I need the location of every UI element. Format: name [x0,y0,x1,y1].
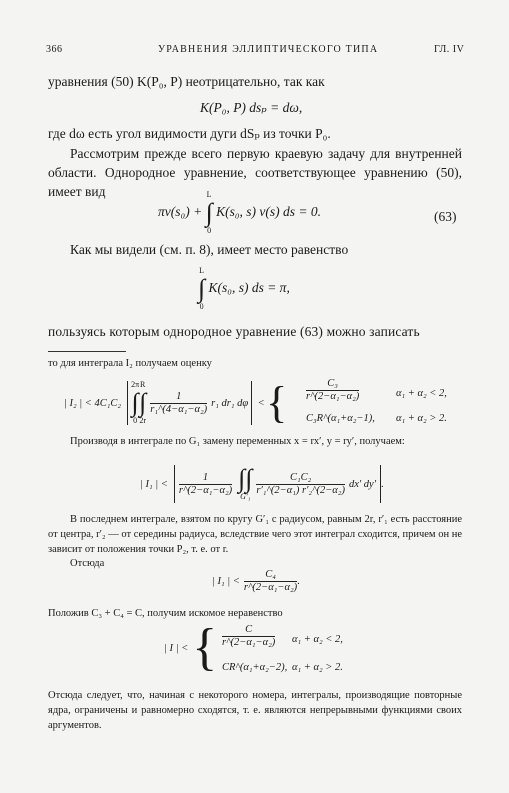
footnote-conclusion: Отсюда следует, что, начиная с некоторого номера, интегралы, производящие повторные ядра, ограничены и равномерно сходятся, т. е. являются непрерывными функциями своих аргументов. [48,690,462,731]
equation-integral-pi [198,266,290,312]
estimate-i [164,619,218,676]
denominator: r′₁^(2−α₁) r′₂^(2−α₂) [256,484,345,496]
equation-number-63: (63) [434,209,457,224]
numerator: 1 [150,391,207,404]
estimate-i2 [64,380,287,426]
main-line-2: где dω есть угол видимости дуги dSₚ из точки P₀. [48,126,331,141]
integral-sign: ∫ [205,198,213,227]
estimate-i1 [140,464,384,504]
less-than-sign: < [258,397,265,409]
denominator: r^(2−α₁−α₂) [243,581,298,593]
left-brace: { [192,619,218,676]
estimate-i1-final [212,566,300,596]
integrand-tail: dx′ dy′ [348,478,376,490]
integral-limits-phi [131,380,139,426]
main-line-1: уравнения (50) K(P₀, P) неотрицательно, так как [48,74,325,89]
fraction [256,472,345,497]
page-number: 366 [46,44,63,55]
integral-upper-limit: L [199,266,204,275]
integral-limits [198,266,205,312]
integral-upper-limit: 2π [131,380,140,389]
abs-bar-left [174,465,175,503]
integration-domain: G′₁ [240,492,251,501]
running-title: УРАВНЕНИЯ ЭЛЛИПТИЧЕСКОГО ТИПА [158,44,379,55]
numerator: C₁C₂ [256,472,345,485]
equation-63 [158,190,321,236]
estimate-i2-left: | I₂ | < 4C₁C₂ [64,397,122,409]
integral-lower-limit: 0 [199,302,204,311]
estimate-i-case-2: CR^(α₁+α₂−2), [222,662,288,673]
integral-upper-limit: R [140,380,146,389]
paragraph-using-which: пользуясь которым однородное уравнение (63) можно записать [48,324,420,339]
integral-sign: ∫∫ [238,464,253,493]
case-2-condition: α₁ + α₂ > 2. [292,662,343,673]
abs-bar-right [251,381,252,425]
estimate-i2-case-2: C₃R^(α₁+α₂−1), [306,413,375,424]
footnote-intro: то для интеграла I₂ получаем оценку [48,358,212,369]
integral-sign: ∫ [139,388,147,417]
denominator: r^(2−α₁−α₂) [178,484,233,496]
footnote-change-variables: Производя в интеграле по G₁ замену переменных x = rx′, y = ry′, получаем: [70,436,405,447]
chapter-label: ГЛ. IV [434,44,465,55]
double-integral [238,466,252,502]
footnote-setting-c: Положив C₃ + C₄ = C, получим искомое неравенство [48,608,283,619]
integrand-tail: r₁ dr₁ dφ [211,397,249,409]
integral-limits-r [139,380,146,426]
paragraph-as-we-saw: Как мы видели (см. п. 8), имеет место равенство [70,242,349,257]
case-2-condition: α₁ + α₂ > 2. [396,413,447,424]
numerator: C [222,624,275,637]
integral-lower-limit: 2r [139,416,147,425]
fraction [150,391,207,416]
integral-upper-limit: L [206,190,212,199]
case-1-condition: α₁ + α₂ < 2, [396,388,447,399]
estimate-i1-final-left: | I₁ | < [212,575,240,587]
integral-sign: ∫ [131,388,139,417]
equation-63-right: K(s₀, s) ν(s) ds = 0. [216,204,321,220]
denominator: r^(2−α₁−α₂) [306,391,360,402]
estimate-i2-case-1 [306,378,359,403]
integral-sign: ∫ [198,274,206,303]
numerator: C₃ [306,378,359,391]
estimate-i-left: | I | < [164,642,189,654]
equation-pi-right: K(s₀, s) ds = π, [208,280,290,296]
period: . [297,575,300,587]
period: . [381,478,384,490]
abs-bar-left [127,381,128,425]
footnote-last-integral: В последнем интеграле, взятом по кругу G′₁ с радиусом, равным 2r, r′₁ есть расстояние от центра, r′₂ — от середины радиуса, вследствие чего этот интеграл сходится, причем он не зависит от положения точки P₂, т. е. от r. [48,514,462,555]
fraction [222,624,275,649]
footnote-rule [48,351,126,352]
denominator: r^(2−α₁−α₂) [222,637,276,648]
equation-d-omega: K(P₀, P) dsₚ = dω, [200,100,303,115]
estimate-i1-left: | I₁ | < [140,478,168,490]
numerator: C₄ [244,569,297,582]
equation-63-left: πν(s₀) + [158,204,206,220]
fraction [306,378,359,403]
footnote-hence: Отсюда [70,558,105,569]
estimate-i-case-1 [222,624,275,649]
left-brace: { [266,378,288,427]
numerator: 1 [179,472,232,485]
integral-lower-limit: 0 [207,226,212,235]
denominator: r₁^(4−α₁−α₂) [150,403,208,415]
fraction [179,472,232,497]
fraction [244,569,297,594]
integral-lower-limit: 0 [133,416,138,425]
paragraph-first-boundary-problem: Рассмотрим прежде всего первую краевую задачу для внутренней области. Однородное уравнение, соответствующее уравнению (50), имеет вид [48,146,462,199]
integral-limits [206,190,213,236]
case-1-condition: α₁ + α₂ < 2, [292,634,343,645]
